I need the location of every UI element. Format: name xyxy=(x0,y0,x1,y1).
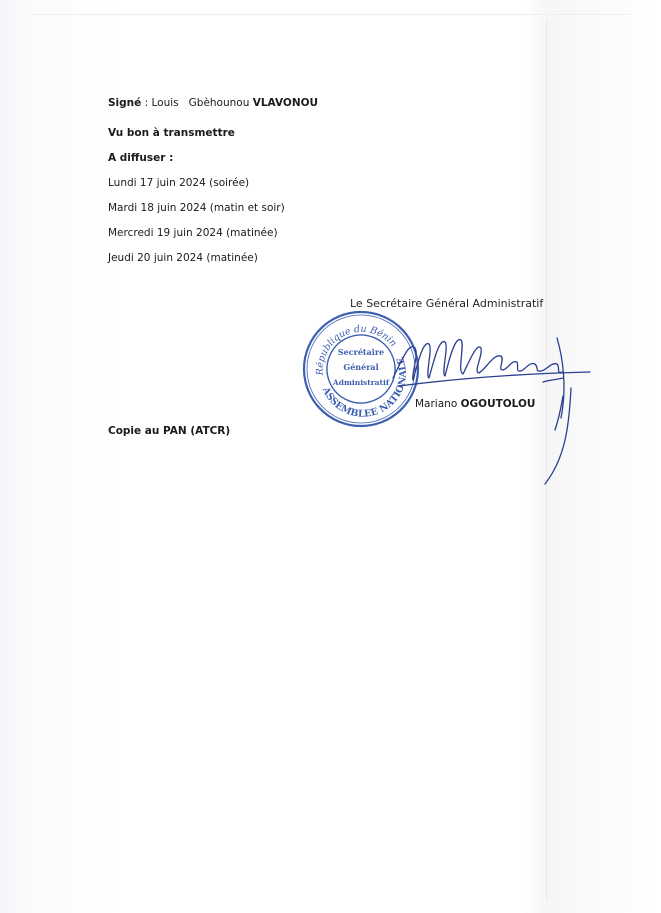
stamp-ring-top-text: République du Bénin xyxy=(314,323,399,376)
signed-separator: : xyxy=(141,97,152,109)
vu-bon-line: Vu bon à transmettre xyxy=(108,127,235,139)
stamp-center-line-2: Général xyxy=(343,362,379,372)
diffusion-date-4: Jeudi 20 juin 2024 (matinée) xyxy=(108,252,258,264)
signed-by-line xyxy=(108,97,318,109)
stamp-center-line-3: Administratif xyxy=(332,378,390,387)
stamp-ring-bottom-text: ASSEMBLEE NATIONALE xyxy=(319,355,409,420)
diffusion-date-3: Mercredi 19 juin 2024 (matinée) xyxy=(108,227,278,239)
signatory-first-name: Mariano xyxy=(415,398,461,410)
stamp-center-line-1: Secrétaire xyxy=(337,347,385,357)
diffusion-heading: A diffuser : xyxy=(108,152,174,164)
diffusion-date-1: Lundi 17 juin 2024 (soirée) xyxy=(108,177,250,189)
signed-surname: VLAVONOU xyxy=(252,97,319,109)
diffusion-date-2: Mardi 18 juin 2024 (matin et soir) xyxy=(108,202,285,214)
signed-first-names: Louis Gbèhounou xyxy=(151,97,253,109)
signatory-surname: OGOUTOLOU xyxy=(460,398,536,410)
top-rule xyxy=(30,14,630,15)
handwritten-signature xyxy=(385,318,600,488)
copy-recipient: Copie au PAN (ATCR) xyxy=(108,425,231,437)
signed-label: Signé xyxy=(108,97,142,109)
signatory-title: Le Secrétaire Général Administratif xyxy=(350,297,544,310)
